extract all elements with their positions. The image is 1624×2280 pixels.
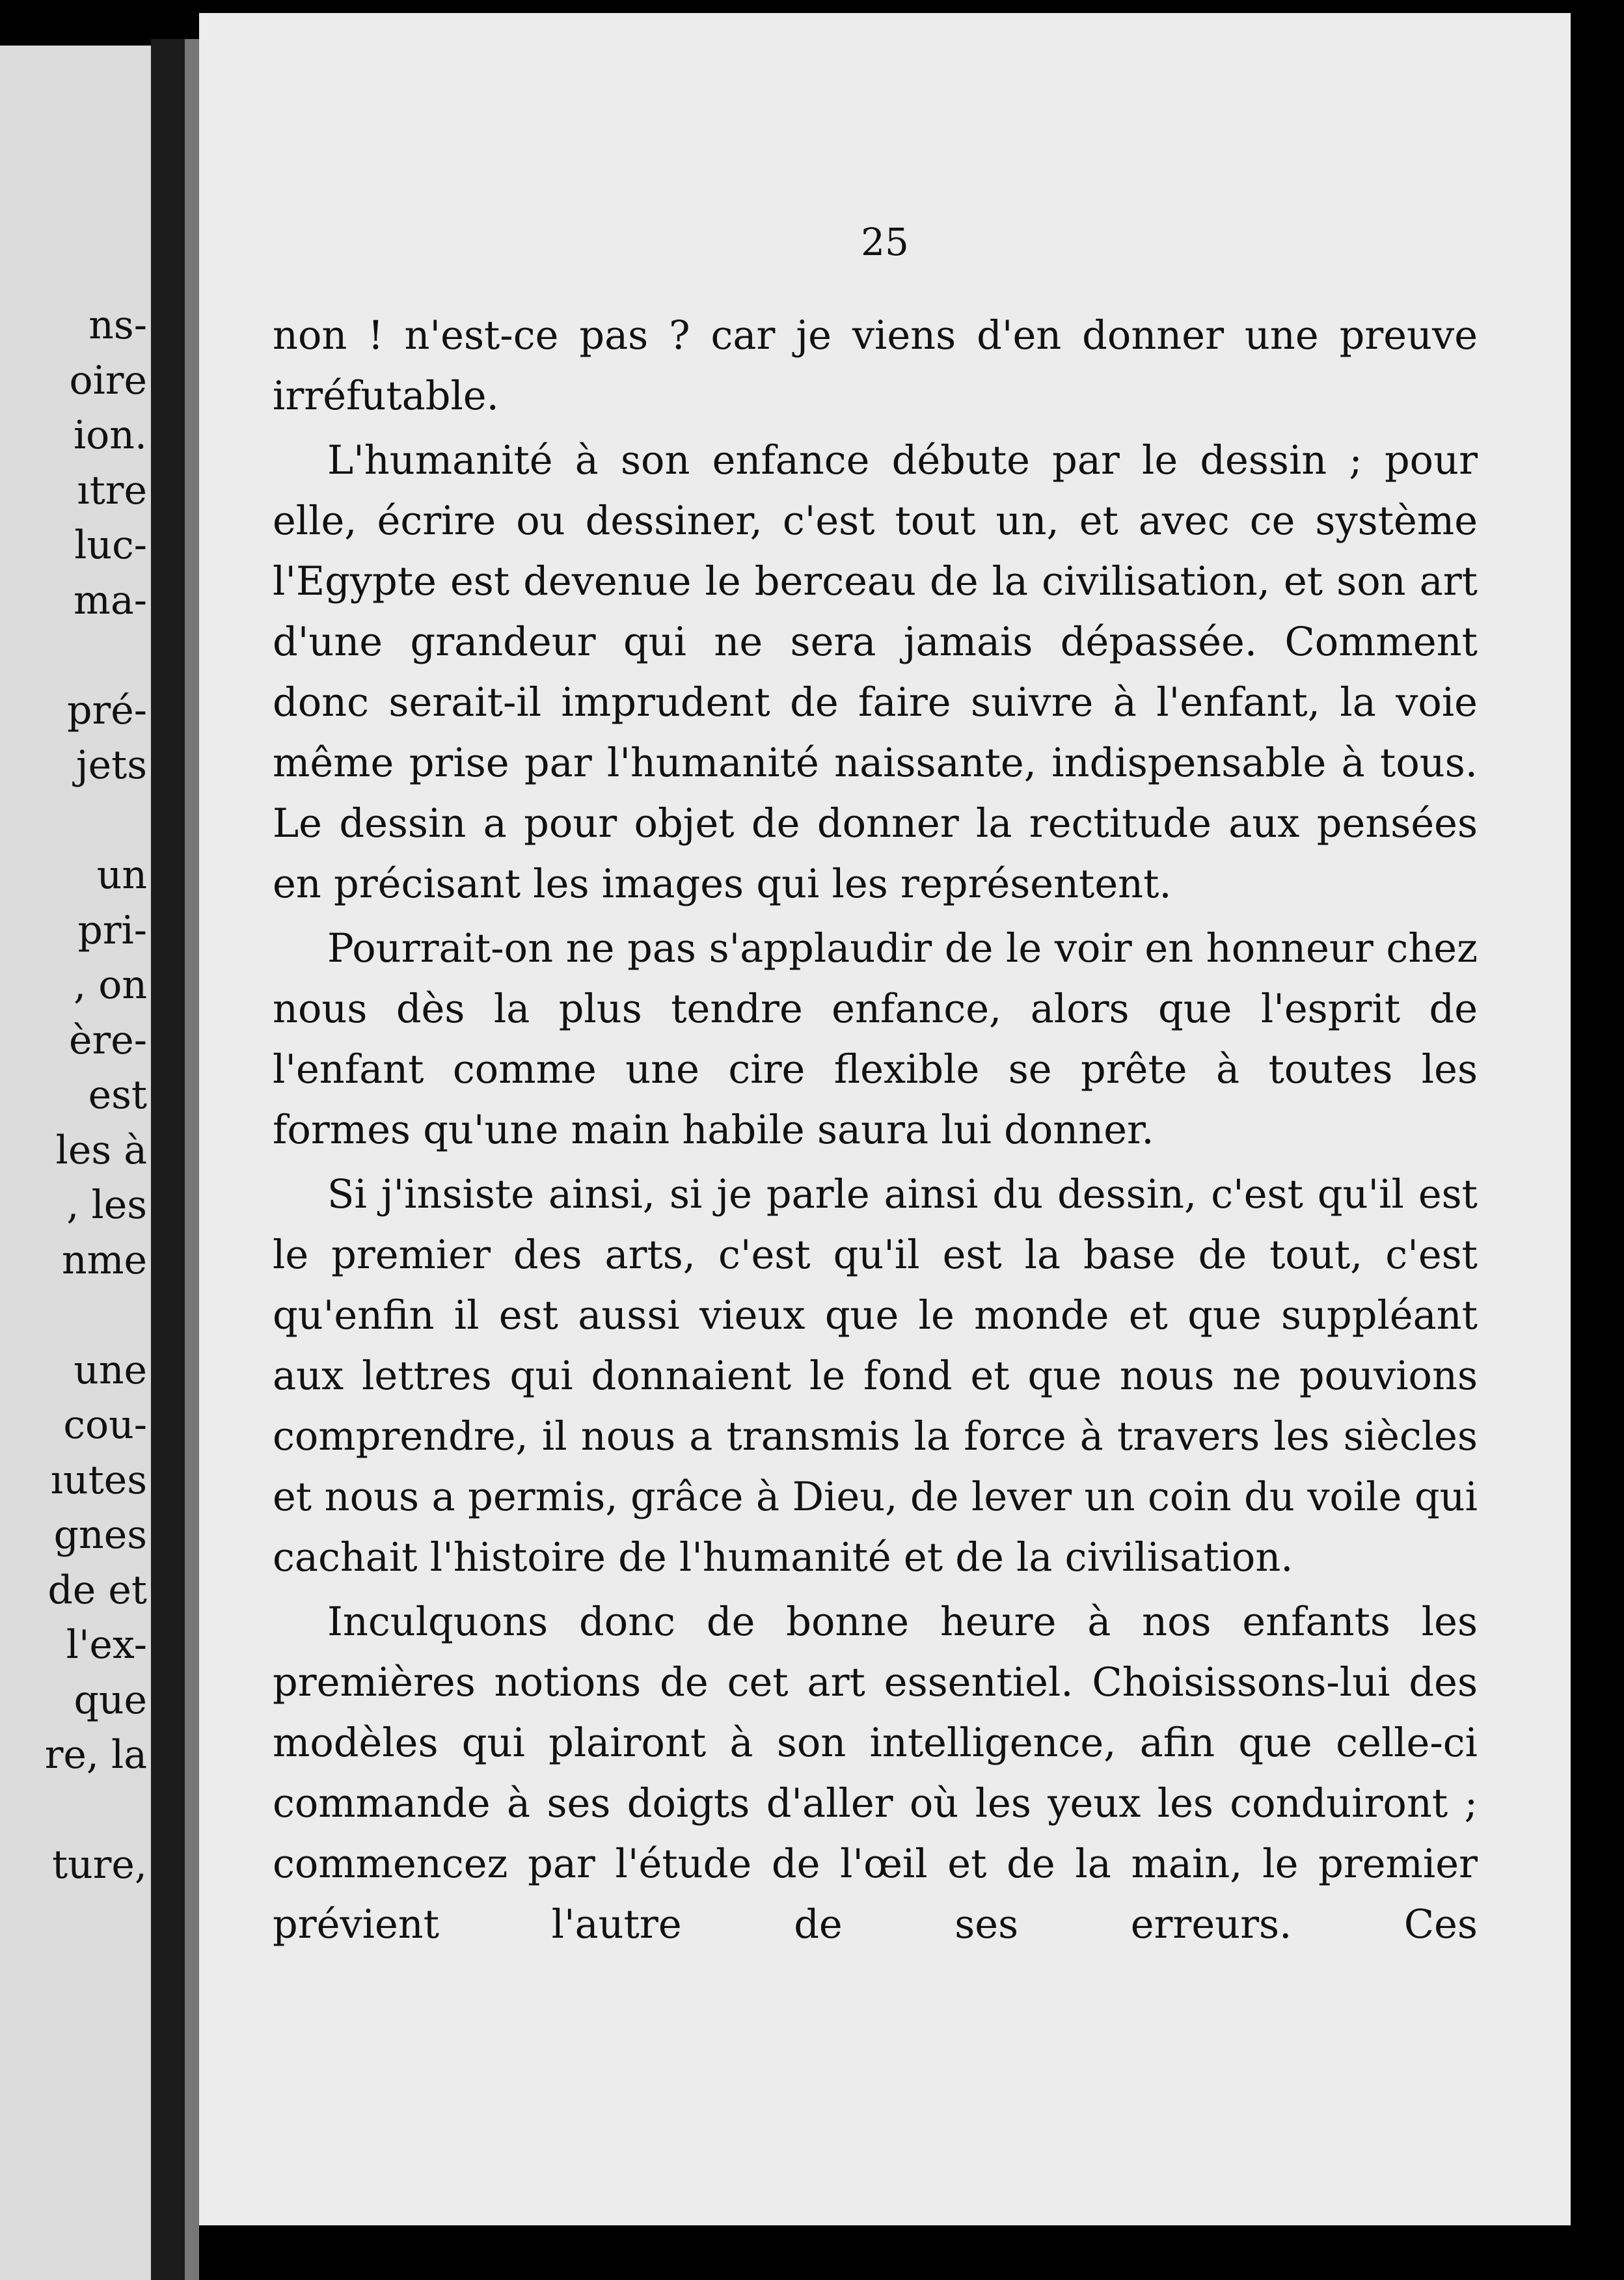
left-page-line-fragment: que — [74, 1677, 147, 1723]
left-page-line-fragment: pri- — [77, 907, 147, 953]
left-page-line-fragment: oire — [69, 357, 147, 403]
left-page-line-fragment: luc- — [74, 522, 147, 568]
previous-page-fragment — [0, 46, 151, 2280]
paragraph-pourrait: Pourrait-on ne pas s'applaudir de le voir en honneur chez nous dès la plus tendre enfance, alors que l'esprit de l'enfant comme une cire flexible se prête à toutes les formes qu'une main habile saura lui donner. — [273, 926, 1478, 1153]
page-body — [273, 306, 1478, 1955]
left-page-line-fragment: ıutes — [50, 1457, 147, 1503]
left-page-line-fragment: cou- — [63, 1402, 147, 1448]
left-page-line-fragment: nme — [61, 1237, 147, 1283]
scan-border-right — [1571, 13, 1624, 2280]
left-page-line-fragment: , les — [66, 1182, 147, 1228]
left-page-line-fragment: ture, — [51, 1842, 147, 1888]
page-number: 25 — [861, 220, 909, 264]
left-page-line-fragment: ère- — [69, 1017, 147, 1063]
book-page — [199, 13, 1571, 2225]
left-page-line-fragment: , on — [74, 962, 147, 1008]
left-page-line-fragment: ion. — [73, 413, 147, 458]
left-page-line-fragment: l'ex- — [66, 1622, 147, 1668]
page-edge-shadow — [185, 39, 199, 2280]
book-gutter — [151, 39, 185, 2280]
paragraph-continuation: non ! n'est-ce pas ? car je viens d'en donner une preuve irréfutable. — [273, 313, 1478, 419]
left-page-line-fragment: jets — [75, 742, 147, 788]
left-page-line-fragment: les à — [55, 1127, 147, 1173]
left-page-line-fragment: un — [96, 852, 147, 898]
left-page-line-fragment: ıtre — [77, 467, 147, 513]
left-page-line-fragment: ma- — [74, 577, 147, 623]
left-page-line-fragment: une — [74, 1347, 147, 1393]
left-page-line-fragment: ns- — [88, 303, 147, 348]
paragraph-inculquons: Inculquons donc de bonne heure à nos enfants les premières notions de cet art essentiel. Choisissons-lui des modèles qui plairont à son intelligence, afin que celle-ci commande à ses doigts d'aller où les yeux les conduiront ; commencez par l'étude de l'œil et de la main, le premier prévient l'autre de ses erreurs. Ces — [273, 1599, 1478, 1948]
paragraph-humanite: L'humanité à son enfance débute par le dessin ; pour elle, écrire ou dessiner, c'est tout un, et avec ce système l'Egypte est devenue le berceau de la civilisation, et son art d'une grandeur qui ne sera jamais dépassée. Comment donc serait-il imprudent de faire suivre à l'enfant, la voie même prise par l'humanité naissante, indispensable à tous. Le dessin a pour objet de donner la rectitude aux pensées en précisant les images qui les représentent. — [273, 438, 1478, 907]
left-page-line-fragment: gnes — [53, 1512, 147, 1558]
left-page-line-fragment: de et — [47, 1567, 147, 1613]
left-page-line-fragment: est — [88, 1072, 147, 1118]
left-page-line-fragment: re, la — [44, 1732, 147, 1778]
paragraph-si-j-insiste: Si j'insiste ainsi, si je parle ainsi du dessin, c'est qu'il est le premier des arts, c'est qu'il est la base de tout, c'est qu'enfin il est aussi vieux que le monde et que suppléant aux lettres qui donnaient le fond et que nous ne pouvions comprendre, il nous a transmis la force à travers les siècles et nous a permis, grâce à Dieu, de lever un coin du voile qui cachait l'histoire de l'humanité et de la civilisation. — [273, 1172, 1478, 1581]
left-page-line-fragment: pré- — [67, 687, 147, 733]
